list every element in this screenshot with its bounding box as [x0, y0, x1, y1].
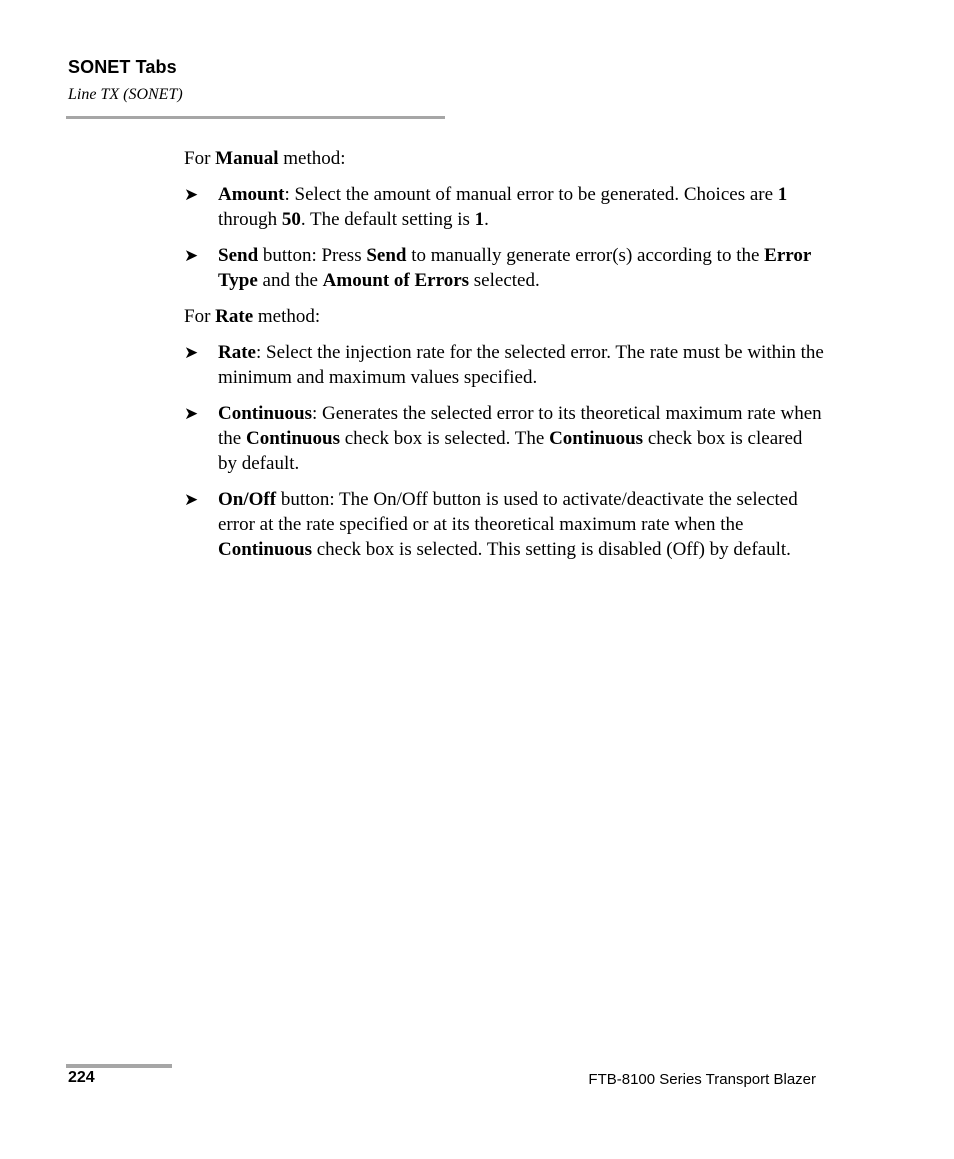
- bullet-text: and the: [257, 270, 323, 291]
- rate-bullet-list: [184, 340, 824, 562]
- bold-term: Continuous: [245, 428, 340, 449]
- bold-term: 1: [777, 184, 788, 205]
- bold-term: Rate: [218, 342, 256, 363]
- bullet-text: selected.: [469, 270, 540, 291]
- bold-term: Continuous: [218, 539, 312, 560]
- bullet-arrow-icon: ➤: [184, 490, 199, 509]
- intro-method-name: Manual: [215, 148, 279, 169]
- bold-term: Continuous: [218, 403, 312, 424]
- bold-term: Send: [366, 245, 407, 266]
- bold-term: 50: [281, 209, 301, 230]
- bullet-item: [184, 340, 824, 390]
- bold-term: On/Off: [218, 489, 277, 510]
- bullet-text: : Select the injection rate for the selected error. The rate must be within the minimum and maximum values specified.: [218, 342, 824, 388]
- bullet-arrow-icon: ➤: [184, 246, 199, 265]
- bullet-text: : Select the amount of manual error to be generated. Choices are: [284, 184, 778, 205]
- section-title: SONET Tabs: [68, 57, 177, 77]
- header-divider: [66, 116, 445, 119]
- bullet-text: through: [218, 209, 282, 230]
- intro-method-name: Rate: [215, 306, 254, 327]
- bold-term: Amount of Errors: [322, 270, 470, 291]
- manual-method-intro: [184, 146, 824, 171]
- bullet-text: check box is selected. This setting is disabled (Off) by default.: [312, 539, 791, 560]
- bullet-text: check box is selected. The: [339, 428, 550, 449]
- bold-term: Send: [218, 245, 259, 266]
- intro-text: method:: [278, 148, 346, 169]
- bullet-arrow-icon: ➤: [184, 185, 199, 204]
- bullet-text: .: [484, 209, 489, 230]
- bullet-arrow-icon: ➤: [184, 404, 199, 423]
- footer-divider: [66, 1064, 172, 1068]
- bold-term: Error Type: [218, 245, 811, 291]
- intro-text: For: [184, 148, 216, 169]
- bullet-text: . The default setting is: [300, 209, 475, 230]
- bullet-item: [184, 487, 824, 562]
- page-number: 224: [68, 1069, 95, 1086]
- bold-term: Amount: [218, 184, 285, 205]
- manual-bullet-list: [184, 182, 824, 293]
- document-title: FTB-8100 Series Transport Blazer: [588, 1071, 816, 1088]
- bullet-text: button: Press: [258, 245, 367, 266]
- bullet-text: : Generates the selected error to its theoretical maximum rate when the: [218, 403, 822, 449]
- bullet-item: [184, 243, 824, 293]
- bold-term: 1: [474, 209, 485, 230]
- intro-text: For: [184, 306, 216, 327]
- bullet-text: check box is cleared by default.: [218, 428, 803, 474]
- bullet-text: button: The On/Off button is used to activate/deactivate the selected error at the rate specified or at its theoretical maximum rate when the: [218, 489, 798, 535]
- rate-method-intro: [184, 304, 824, 329]
- bold-term: Continuous: [549, 428, 644, 449]
- intro-text: method:: [253, 306, 321, 327]
- body-content: [184, 146, 824, 573]
- bullet-arrow-icon: ➤: [184, 343, 199, 362]
- section-subtitle: Line TX (SONET): [68, 86, 183, 103]
- bullet-item: [184, 182, 824, 232]
- bullet-text: to manually generate error(s) according to the: [406, 245, 765, 266]
- bullet-item: [184, 401, 824, 476]
